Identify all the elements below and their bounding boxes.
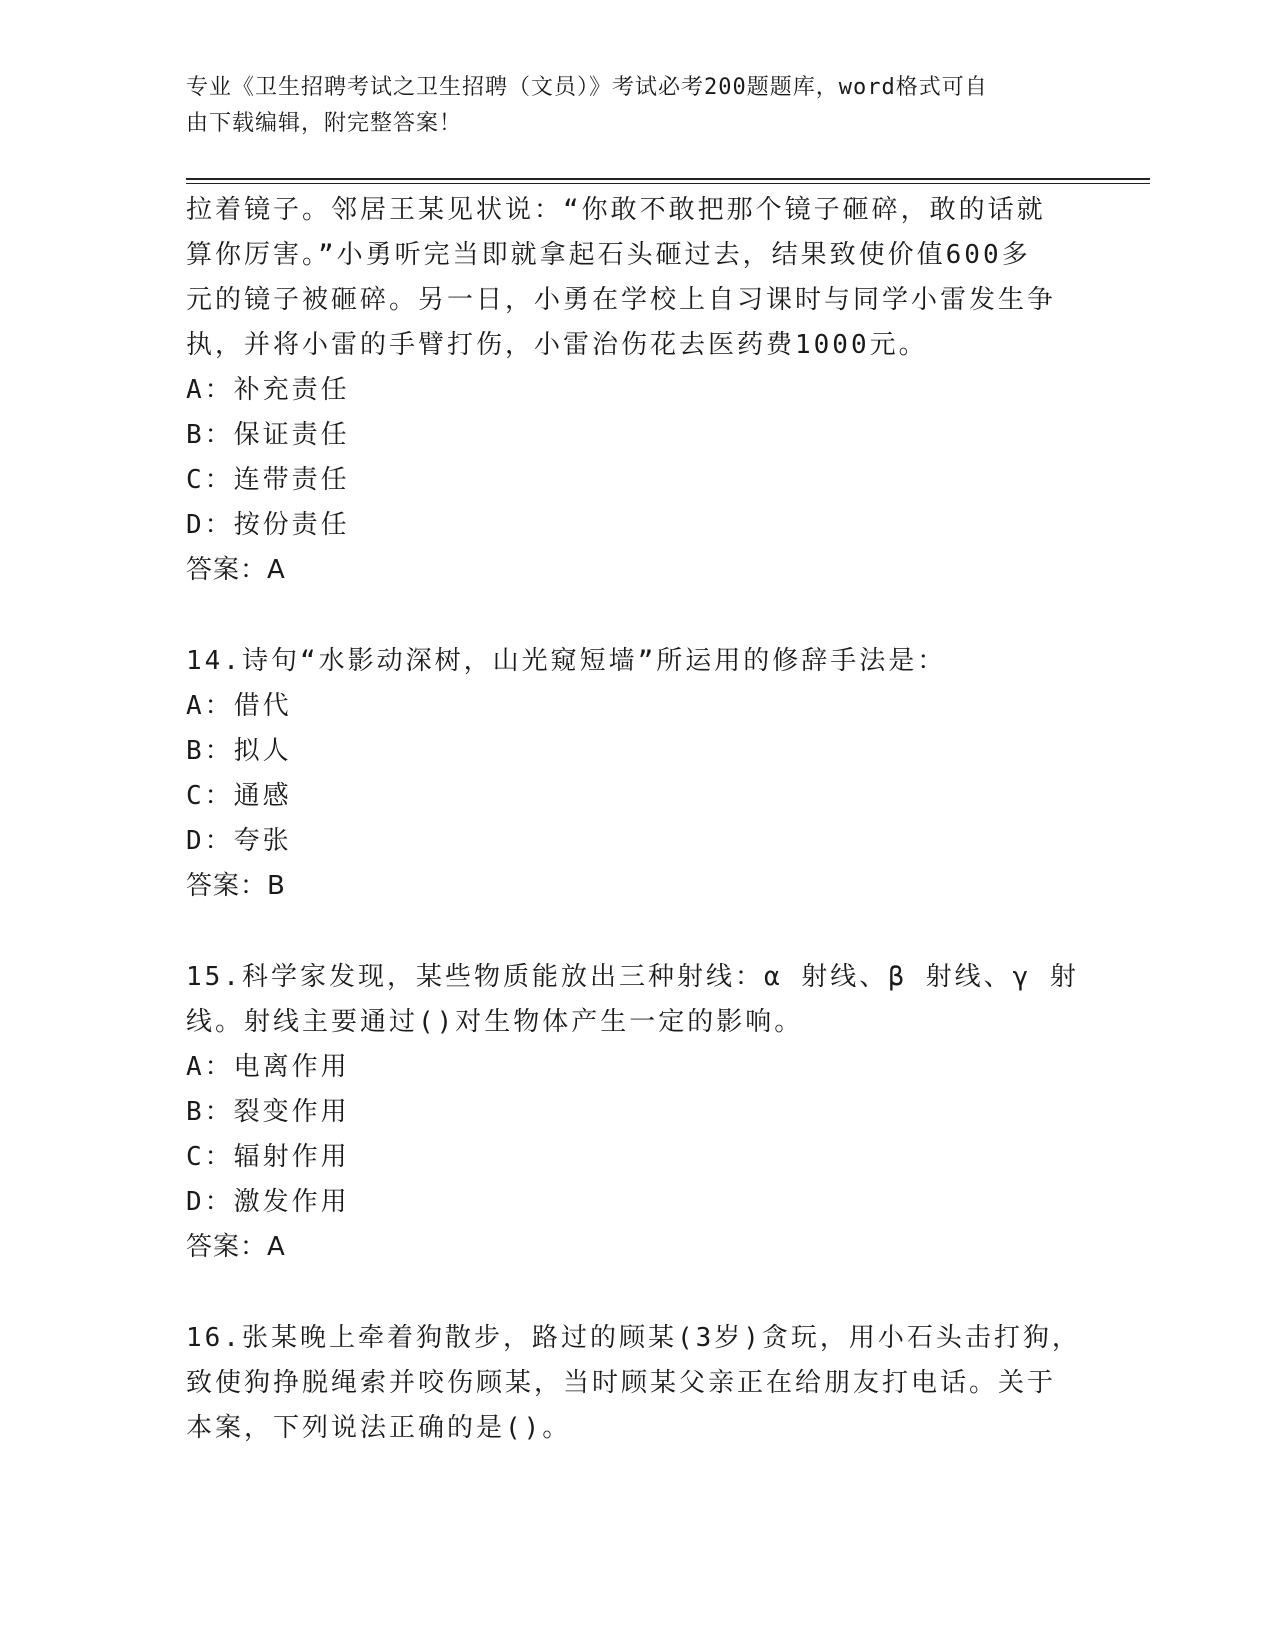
option-c: C：通感 [186,781,292,811]
question-text-line: 15.科学家发现，某些物质能放出三种射线：α 射线、β 射线、γ 射 [186,962,1079,992]
question-text-line: 算你厉害。”小勇听完当即就拿起石头砸过去，结果致使价值600多 [186,240,1031,270]
question-text-line: 本案，下列说法正确的是()。 [186,1413,572,1443]
option-c: C：连带责任 [186,465,350,495]
question-text-line: 拉着镜子。邻居王某见状说：“你敢不敢把那个镜子砸碎，敢的话就 [186,195,1046,225]
spacer [186,593,1086,639]
option-c: C：辐射作用 [186,1142,350,1172]
option-b: B：保证责任 [186,420,350,450]
answer: 答案：A [186,1232,286,1262]
question-text-line: 14.诗句“水影动深树，山光窥短墙”所运用的修辞手法是： [186,646,947,676]
question-16 [186,1316,1086,1451]
question-text-line: 16.张某晚上牵着狗散步，路过的顾某(3岁)贪玩，用小石头击打狗， [186,1323,1081,1353]
question-text-line: 致使狗挣脱绳索并咬伤顾某，当时顾某父亲正在给朋友打电话。关于 [186,1368,1057,1398]
option-b: B：裂变作用 [186,1097,350,1127]
answer: 答案：A [186,555,286,585]
question-13 [186,188,1086,593]
option-b: B：拟人 [186,736,292,766]
document-body [186,188,1086,1451]
question-text-line: 元的镜子被砸碎。另一日，小勇在学校上自习课时与同学小雷发生争 [186,285,1057,315]
header-rule-thick [186,178,1150,180]
option-d: D：激发作用 [186,1187,350,1217]
question-text-line: 执，并将小雷的手臂打伤，小雷治伤花去医药费1000元。 [186,330,928,360]
header-line-1: 专业《卫生招聘考试之卫生招聘（文员）》考试必考200题题库，word格式可自 [186,75,988,100]
question-15 [186,955,1086,1270]
header-line-2: 由下载编辑，附完整答案！ [186,111,463,136]
option-d: D：按份责任 [186,510,350,540]
page-header [186,70,1066,142]
option-d: D：夸张 [186,826,292,856]
question-14 [186,639,1086,909]
option-a: A：电离作用 [186,1052,350,1082]
spacer [186,1270,1086,1316]
spacer [186,909,1086,955]
answer: 答案：B [186,871,286,901]
option-a: A：借代 [186,691,292,721]
question-text-line: 线。射线主要通过()对生物体产生一定的影响。 [186,1007,804,1037]
header-rule-thin [186,183,1150,184]
option-a: A：补充责任 [186,375,350,405]
